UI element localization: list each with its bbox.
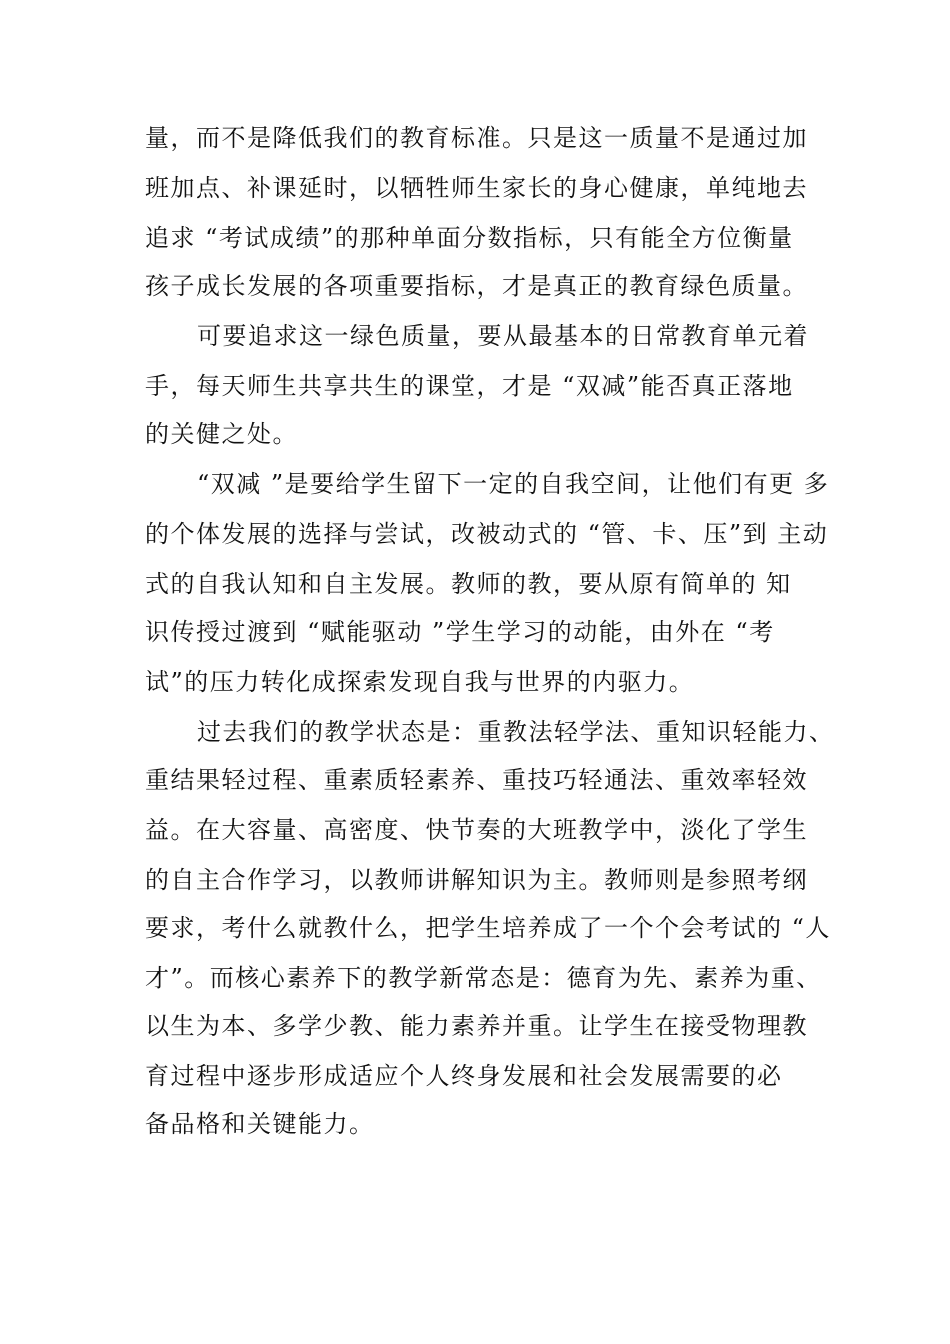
paragraph-4-line-9: 备品格和关键能力。	[145, 1110, 375, 1138]
paragraph-1-line-2: 班加点、补课延时，以牺牲师生家长的身心健康，单纯地去	[145, 174, 808, 202]
paragraph-1-line-4: 孩子成长发展的各项重要指标，才是真正的教育绿色质量。	[145, 272, 808, 300]
paragraph-2-line-3: 的关健之处。	[145, 420, 298, 448]
paragraph-4-line-8: 育过程中逐步形成适应个人终身发展和社会发展需要的必	[145, 1062, 783, 1090]
paragraph-4-line-1: 过去我们的教学状态是：重教法轻学法、重知识轻能力、	[197, 718, 835, 746]
paragraph-4-line-3: 益。在大容量、高密度、快节奏的大班教学中，淡化了学生	[145, 816, 808, 844]
paragraph-4-line-6: 才”。而核心素养下的教学新常态是：德育为先、素养为重、	[145, 964, 822, 992]
paragraph-2-line-2: 手，每天师生共享共生的课堂，才是 “双减”能否真正落地	[145, 372, 794, 400]
paragraph-3-line-3: 式的自我认知和自主发展。教师的教，要从原有简单的 知	[145, 570, 792, 598]
paragraph-3-line-2: 的个体发展的选择与尝试，改被动式的 “管、卡、压”到 主动	[145, 520, 829, 548]
paragraph-1-line-3: 追求 “考试成绩”的那种单面分数指标，只有能全方位衡量	[145, 224, 794, 252]
paragraph-2-line-1: 可要追求这一绿色质量，要从最基本的日常教育单元着	[197, 322, 809, 350]
paragraph-3-line-4: 识传授过渡到 “赋能驱动 ”学生学习的动能，由外在 “考	[145, 618, 775, 646]
paragraph-3-line-5: 试”的压力转化成探索发现自我与世界的内驱力。	[145, 668, 695, 696]
paragraph-1-line-1: 量，而不是降低我们的教育标准。只是这一质量不是通过加	[145, 124, 808, 152]
paragraph-4-line-7: 以生为本、多学少教、能力素养并重。让学生在接受物理教	[145, 1012, 808, 1040]
paragraph-4-line-2: 重结果轻过程、重素质轻素养、重技巧轻通法、重效率轻效	[145, 766, 808, 794]
paragraph-4-line-4: 的自主合作学习，以教师讲解知识为主。教师则是参照考纲	[145, 866, 808, 894]
paragraph-4-line-5: 要求，考什么就教什么，把学生培养成了一个个会考试的 “人	[145, 914, 831, 942]
paragraph-3-line-1: “双减 ”是要给学生留下一定的自我空间，让他们有更 多	[197, 470, 830, 498]
